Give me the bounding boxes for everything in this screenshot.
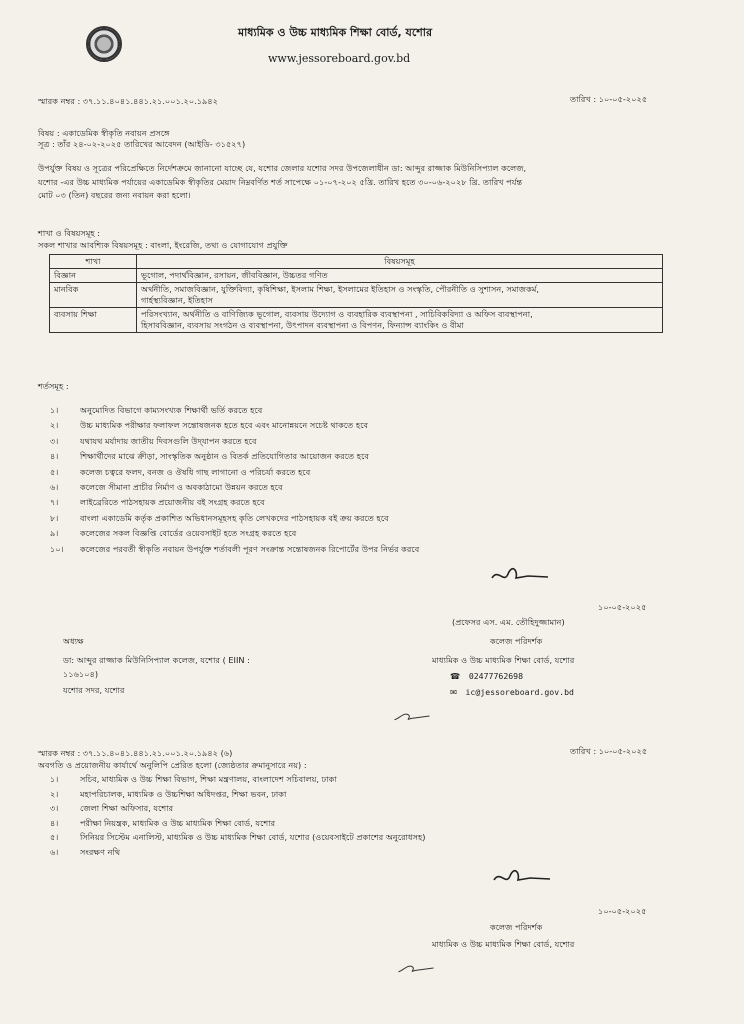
list-item-number: ৯। [50, 528, 59, 539]
recipient-line: অধ্যক্ষ [63, 636, 84, 646]
subject-text: হিসাববিজ্ঞান, ব্যবসায় সংগঠন ও ব্যবস্থাপনা, উৎপাদন ব্যবস্থাপনা ও বিপণন, ফিন্যান্স ব্যাংকিং ও বীমা [141, 320, 464, 330]
list-item-number: ৩। [50, 803, 59, 813]
subject-text: অর্থনীতি, সমাজবিজ্ঞান, যুক্তিবিদ্যা, কৃষিশিক্ষা, ইসলাম শিক্ষা, ইসলামের ইতিহাস ও সংস্কৃতি, পৌরনীতি ও সুশাসন, সমাজকর্ম, [141, 284, 540, 294]
signatory-office: মাধ্যমিক ও উচ্চ মাধ্যমিক শিক্ষা বোর্ড, যশোর [432, 655, 575, 665]
table-header-cell: বিষয়সমূহ [137, 255, 663, 269]
copy-memo-number: স্মারক নম্বর : ৩৭.১১.৪০৪১.৪৪১.২১.০০১.২০.১৯৪২ (৬) [38, 748, 233, 758]
branch-subjects [137, 283, 663, 308]
list-item-number: ৪। [50, 817, 59, 828]
signatory-phone: 02477762698 [468, 671, 524, 681]
list-item: উচ্চ মাধ্যমিক পরীক্ষার ফলাফল সন্তোষজনক হতে হবে এবং মানোন্নয়নে সচেষ্ট থাকতে হবে [80, 420, 369, 431]
copy-intro: অবগতি ও প্রয়োজনীয় কার্যার্থে অনুলিপি প্রেরিত হলো (জ্যেষ্ঠতার ক্রমানুসারে নয়) : [38, 760, 307, 770]
table-row [50, 269, 663, 283]
branch-subjects [137, 308, 663, 333]
list-item: সিনিয়র সিস্টেম এনালিস্ট, মাধ্যমিক ও উচ্চ মাধ্যমিক শিক্ষা বোর্ড, যশোর (ওয়েবসাইটে প্রকাশের অনুরোধসহ) [80, 832, 426, 842]
board-title: মাধ্যমিক ও উচ্চ মাধ্যমিক শিক্ষা বোর্ড, যশোর [238, 26, 432, 39]
list-item-number: ৩। [50, 435, 59, 446]
table-header-row [50, 255, 663, 269]
recipient-line: ১১৬১০৪) [63, 669, 99, 679]
branches-heading: শাখা ও বিষয়সমূহ : [38, 228, 101, 238]
list-item: মহাপরিচালক, মাধ্যমিক ও উচ্চশিক্ষা অধিদপ্তর, শিক্ষা ভবন, ঢাকা [80, 788, 287, 799]
recipient-line: যশোর সদর, যশোর [63, 685, 125, 695]
memo-date: তারিখ : ১০-০৫-২০২৫ [570, 94, 648, 104]
list-item-number: ২। [50, 788, 59, 799]
list-item-number: ৪। [50, 451, 59, 462]
list-item: কলেজের পরবর্তী স্বীকৃতি নবায়ন উপর্যুক্ত শর্তাবলী পূরণ সংক্রান্ত সন্তোষজনক রিপোর্টের উপর নির্ভর করবে [80, 543, 420, 554]
branch-name: বিজ্ঞান [50, 269, 137, 283]
subjects-table [49, 254, 663, 333]
branch-name: ব্যবসায় শিক্ষা [50, 308, 137, 333]
list-item-number: ১। [50, 405, 59, 415]
memo-number: স্মারক নম্বর : ৩৭.১১.৪০৪১.৪৪১.২১.০০১.২০.১৯৪২ [38, 96, 219, 106]
compulsory-subjects: সকল শাখার আবশ্যিক বিষয়সমূহ : বাংলা, ইংরেজি, তথ্য ও যোগাযোগ প্রযুক্তি [38, 240, 288, 250]
list-item-number: ১০। [50, 543, 64, 554]
list-item: কলেজে সীমানা প্রাচীর নির্মাণ ও অবকাঠামো উন্নয়ন করতে হবে [80, 482, 283, 492]
conditions-heading: শর্তসমূহ : [38, 381, 69, 391]
branch-name: মানবিক [50, 283, 137, 308]
list-item: শিক্ষার্থীদের মাঝে ক্রীড়া, সাংস্কৃতিক অনুষ্ঠান ও বিতর্ক প্রতিযোগিতার আয়োজন করতে হবে [80, 451, 369, 462]
list-item-number: ৭। [50, 497, 59, 508]
body-line: মোট ০৩ (তিন) বছরের জন্য নবায়ন করা হলো। [38, 190, 191, 200]
branch-subjects [137, 269, 663, 283]
subject-line: বিষয় : একাডেমিক স্বীকৃতি নবায়ন প্রসঙ্গে [38, 128, 170, 138]
body-line: উপর্যুক্ত বিষয় ও সূত্রের পরিপ্রেক্ষিতে নির্দেশক্রমে জানানো যাচ্ছে যে, যশোর জেলার যশোর সদর উপজেলাধীন ডা: আব্দুর রাজ্জাক মিউনিসিপ্যাল কলেজ, [38, 163, 527, 173]
table-row [50, 283, 663, 308]
copy-signatory-designation: কলেজ পরিদর্শক [490, 922, 543, 932]
reference-line: সূত্র : তাঁর ২৪-০২-২০২৫ তারিখের আবেদন (আইডি- ৩১৫২৭) [38, 139, 246, 149]
signatory-email-row [450, 687, 574, 698]
signatory-designation: কলেজ পরিদর্শক [490, 636, 543, 646]
subject-text: পরিসংখ্যান, অর্থনীতি ও বাণিজ্যিক ভূগোল, ব্যবসায় উদ্যোগ ও ব্যবহারিক ব্যবস্থাপনা , সাচিবিকবিদ্যা ও অফিস ব্যবস্থাপনা, [141, 309, 533, 319]
list-item: লাইব্রেরিতে পাঠসহায়ক প্রয়োজনীয় বই সংগ্রহ করতে হবে [80, 497, 265, 508]
copy-signatory-date: ১০-০৫-২০২৫ [598, 906, 647, 916]
list-item-number: ৮। [50, 512, 59, 523]
list-item-number: ৫। [50, 466, 59, 477]
phone-icon: ☎ [450, 671, 461, 681]
subject-text: গার্হস্থ্যবিজ্ঞান, ইতিহাস [141, 295, 213, 305]
signature-icon [488, 566, 552, 586]
table-header-cell: শাখা [50, 255, 137, 269]
list-item: বাংলা একাডেমি কর্তৃক প্রকাশিত অভিধানসমূহসহ কৃতি লেখকদের পাঠসহায়ক বই ক্রয় করতে হবে [80, 512, 389, 523]
list-item: অনুমোদিত বিভাগে কাম্যসংখ্যক শিক্ষার্থী ভর্তি করতে হবে [80, 405, 263, 415]
copy-memo-date: তারিখ : ১০-০৫-২০২৫ [570, 746, 648, 756]
list-item: কলেজের সকল বিজ্ঞপ্তি বোর্ডের ওয়েবসাইট হতে সংগ্রহ করতে হবে [80, 528, 297, 539]
signatory-phone-row [450, 671, 523, 682]
list-item-number: ১। [50, 774, 59, 784]
list-item: সংরক্ষণ নথি [80, 846, 121, 857]
signatory-name: (প্রফেসর এস. এম. তৌহিদুজ্জামান) [452, 617, 565, 627]
subject-text: ভূগোল, পদার্থবিজ্ঞান, রসায়ন, জীববিজ্ঞান, উচ্চতর গণিত [141, 270, 328, 280]
copy-signatory-office: মাধ্যমিক ও উচ্চ মাধ্যমিক শিক্ষা বোর্ড, যশোর [432, 939, 575, 949]
initial-icon [392, 706, 432, 726]
list-item: কলেজ চত্বরে ফলদ, বনজ ও ঔষধি গাছ লাগানো ও পরিচর্যা করতে হবে [80, 466, 311, 477]
body-line: যশোর -এর উচ্চ মাধ্যমিক পর্যায়ের একাডেমিক স্বীকৃতির মেয়াদ নিম্নবর্ণিত শর্ত সাপেক্ষে ০১-০৭-২০২ ৫খ্রি. তারিখ হতে ৩০-০৬-২০২৮ খ্রি. তারিখ পর্যন্ত [38, 177, 523, 187]
email-icon: ✉ [450, 687, 457, 697]
signature-icon [490, 868, 554, 888]
table-row [50, 308, 663, 333]
list-item-number: ৬। [50, 482, 59, 492]
board-website: www.jessoreboard.gov.bd [268, 52, 411, 65]
signatory-date: ১০-০৫-২০২৫ [598, 602, 647, 612]
initial-icon [396, 958, 436, 978]
list-item-number: ২। [50, 420, 59, 431]
recipient-line: ডা: আব্দুর রাজ্জাক মিউনিসিপ্যাল কলেজ, যশোর ( EIIN : [63, 655, 250, 665]
list-item-number: ৬। [50, 846, 59, 857]
list-item: সচিব, মাধ্যমিক ও উচ্চ শিক্ষা বিভাগ, শিক্ষা মন্ত্রণালয়, বাংলাদেশ সচিবালয়, ঢাকা [80, 774, 337, 784]
list-item: যথাযথ মর্যাদায় জাতীয় দিবসগুলি উদ্‌যাপন করতে হবে [80, 435, 257, 446]
list-item: জেলা শিক্ষা অফিসার, যশোর [80, 803, 174, 813]
list-item: পরীক্ষা নিয়ন্ত্রক, মাধ্যমিক ও উচ্চ মাধ্যমিক শিক্ষা বোর্ড, যশোর [80, 817, 276, 828]
list-item-number: ৫। [50, 832, 59, 842]
signatory-email: ic@jessoreboard.gov.bd [465, 687, 574, 697]
board-seal-icon [86, 26, 122, 62]
